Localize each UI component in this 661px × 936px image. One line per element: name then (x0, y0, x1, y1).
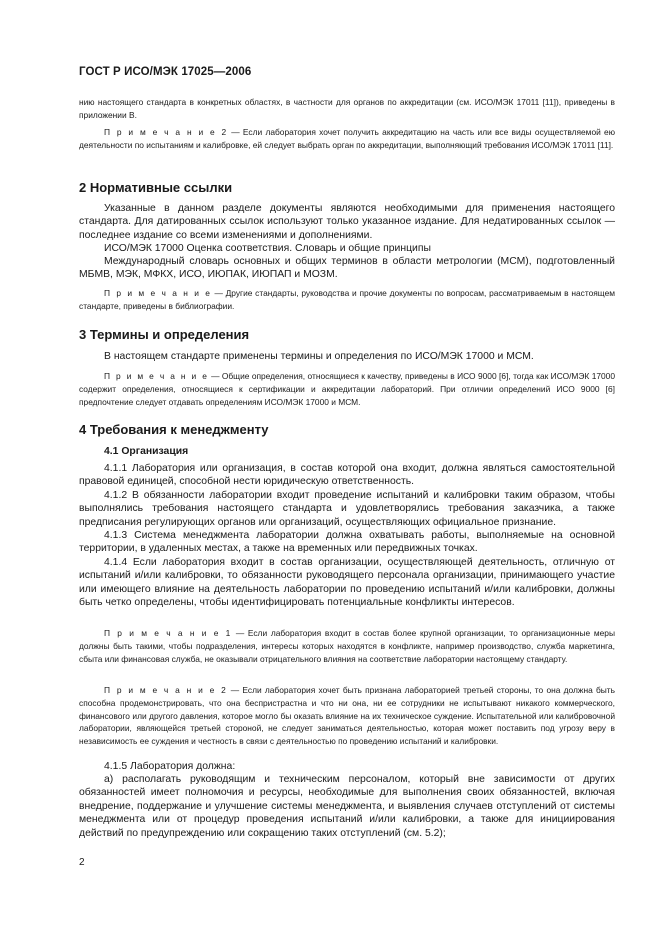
clause-4-1-4-note-1 (79, 627, 615, 665)
section-2-paragraph-1: Указанные в данном разделе документы являются необходимыми для применения настоящего стандарта. Для датированных ссылок используют только указанное издание. Для недатированных ссылок — последнее издание со всеми изменениями и дополнениями. (79, 203, 615, 241)
note-text: — Другие стандарты, руководства и прочие документы по вопросам, рассматриваемым в настоящем стандарте, приведены в библиографии. (79, 288, 615, 311)
clause-4-1-4: 4.1.4 Если лаборатория входит в состав организации, осуществляющей деятельность, отличную от испытаний и/или калибровки, то обязанности руководящего персонала организации, принимающего участие или имеющего влияние на деятельность лаборатории по проведению испытаний и/или калибровки, должны быть четко определены, чтобы идентифицировать потенциальные конфликты интересов. (79, 557, 615, 609)
section-3-note (79, 370, 615, 408)
page-number: 2 (79, 857, 85, 868)
note-label: П р и м е ч а н и е (104, 288, 212, 298)
note-text: — Если лаборатория входит в состав более крупной организации, то организационные меры должны быть такими, чтобы подразделения, интересы которых находятся в конфликте, например производство, служба маркетинга, сбыта или финансовая служба, не оказывали отрицательного влияния на соответствие лаборатории настоящему стандарту. (79, 628, 615, 664)
note-text: — Общие определения, относящиеся к качеству, приведены в ИСО 9000 [6], тогда как ИСО/МЭК 17000 содержит определения, относящиеся к сертификации и аккредитации лабораторий. При отличии определений ИСО 9000 [6] предпочтение следует отдавать определениям ИСО/МЭК 17000 и МСМ. (79, 371, 615, 407)
page-header: ГОСТ Р ИСО/МЭК 17025—2006 (79, 66, 252, 78)
clause-4-1-1: 4.1.1 Лаборатория или организация, в состав которой она входит, должна являться самостоятельной правовой единицей, способной нести юридическую ответственность. (79, 463, 615, 488)
note-label: П р и м е ч а н и е 2 (104, 685, 228, 695)
note-label: П р и м е ч а н и е 1 (104, 628, 233, 638)
section-2-heading: 2 Нормативные ссылки (79, 180, 233, 195)
note-text: — Если лаборатория хочет получить аккредитацию на часть или все виды осуществляемой ею деятельности по испытаниям и калибровке, ей следует выбрать орган по аккредитации, выполняющий требования ИСО/МЭК 17011 [11]. (79, 127, 615, 150)
intro-continuation: нию настоящего стандарта в конкретных областях, в частности для органов по аккредитации (см. ИСО/МЭК 17011 [11]), приведены в приложении В. (79, 97, 615, 120)
section-2-paragraph-3: Международный словарь основных и общих терминов в области метрологии (МСМ), подготовленный МБМВ, МЭК, МФКХ, ИСО, ИЮПАК, ИЮПАП и МОЗМ. (79, 256, 615, 281)
clause-4-1-4-note-2 (79, 684, 615, 748)
section-3-heading: 3 Термины и определения (79, 327, 250, 342)
section-2-paragraph-2: ИСО/МЭК 17000 Оценка соответствия. Словарь и общие принципы (104, 243, 431, 254)
subsection-4-1-heading: 4.1 Организация (104, 446, 189, 457)
section-2-note (79, 287, 615, 313)
section-3-paragraph-1: В настоящем стандарте применены термины и определения по ИСО/МЭК 17000 и МСМ. (104, 351, 534, 362)
clause-4-1-5: 4.1.5 Лаборатория должна: (104, 761, 236, 772)
clause-4-1-5-a: а) располагать руководящим и техническим персоналом, который вне зависимости от других обязанностей имеет полномочия и ресурсы, необходимые для выполнения своих обязанностей, включая внедрение, поддержание и улучшение системы менеджмента, и выявления случаев отступлений от системы менеджмента или от процедур проведения испытаний и/или калибровки, а также для инициирования действий по предупреждению или сокращению таких отступлений (см. 5.2); (79, 774, 615, 839)
clause-4-1-3: 4.1.3 Система менеджмента лаборатории должна охватывать работы, выполняемые на основной территории, в удаленных местах, а также на временных или передвижных точках. (79, 530, 615, 555)
note-label: П р и м е ч а н и е (104, 371, 209, 381)
intro-note-2 (79, 126, 615, 152)
note-text: — Если лаборатория хочет быть признана лабораторией третьей стороны, то она должна быть способна продемонстрировать, что она беспристрастна и что ни она, ни ее сотрудники не испытывают никакого коммерческого, финансового или другого давления, которое могло бы оказать влияние на их техническое суждение. Испытательной или калибровочной лаборатории, являющейся третьей стороной, не следует заниматься деятельностью, которая может поставить под угрозу веру в независимость ее суждения и честность в связи с деятельностью по проведению испытаний и калибровки. (79, 685, 615, 747)
note-label: П р и м е ч а н и е 2 (104, 127, 228, 137)
section-4-heading: 4 Требования к менеджменту (79, 422, 269, 437)
clause-4-1-2: 4.1.2 В обязанности лаборатории входит проведение испытаний и калибровки таким образом, чтобы выполнялись требования настоящего стандарта и удовлетворялись требования заказчика, а также предписания регулирующих органов или организаций, осуществляющих официальное признание. (79, 490, 615, 528)
